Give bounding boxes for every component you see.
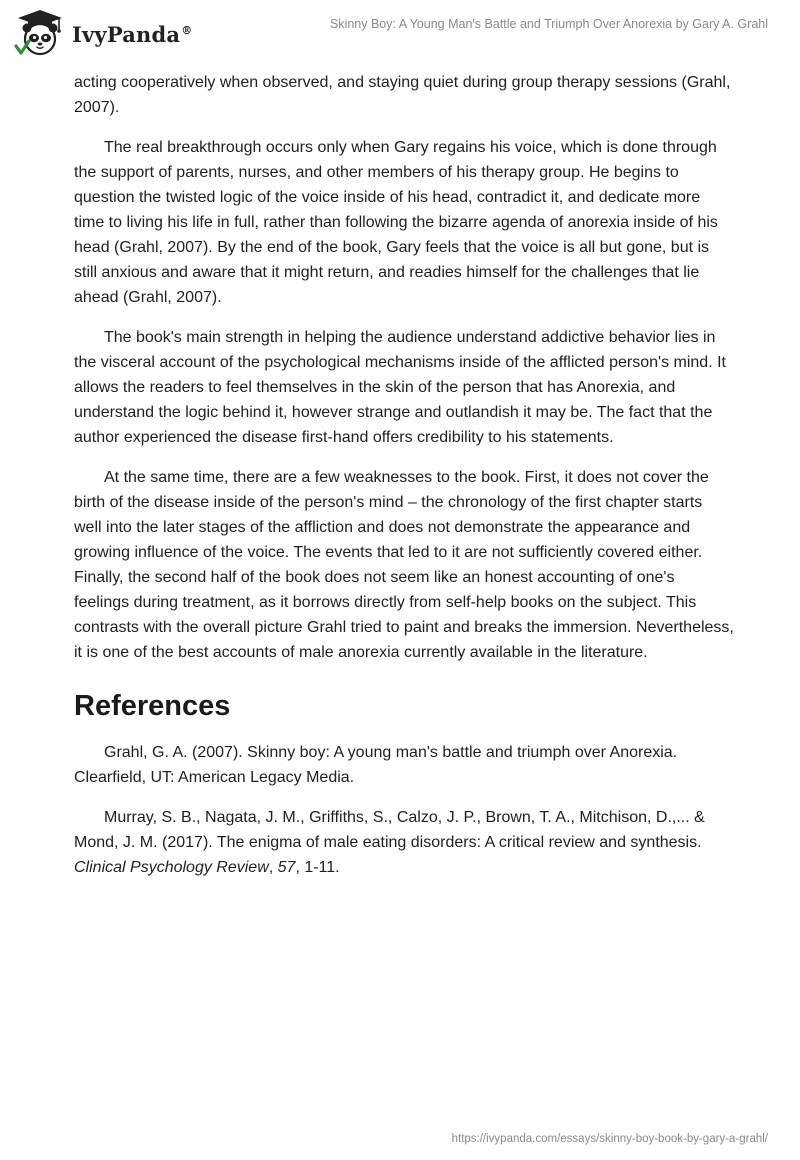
reference-entry [74,805,734,880]
body-paragraph: The book's main strength in helping the audience understand addictive behavior lies in the visceral account of the psychological mechanisms inside of the afflicted person's mind. It allows the readers to feel themselves in the skin of the person that has Anorexia, and understand the logic behind it, however strange and outlandish it may be. The fact that the author experienced the disease first-hand offers credibility to his statements. [74,329,726,446]
page-header [0,0,800,70]
body-paragraph: acting cooperatively when observed, and staying quiet during group therapy sessions (Grahl, 2007). [74,74,731,116]
registered-mark: ® [181,23,193,37]
brand-logo[interactable] [14,8,192,58]
body-paragraph: The real breakthrough occurs only when Gary regains his voice, which is done through the support of parents, nurses, and other members of his therapy group. He begins to question the twisted logic of the voice inside of his head, contradict it, and dedicate more time to living his life in full, rather than following the bizarre agenda of anorexia inside of his head (Grahl, 2007). By the end of the book, Gary feels that the voice is all but gone, but is still anxious and aware that it might return, and readies himself for the challenges that lie ahead (Grahl, 2007). [74,139,718,306]
journal-volume: 57 [277,859,296,876]
essay-content [74,70,734,895]
brand-name: IvyPanda® [72,21,193,47]
body-paragraph: At the same time, there are a few weaknesses to the book. First, it does not cover the birth of the disease inside of the person's mind – the chronology of the first chapter starts well into the later stages of the affliction and does not demonstrate the appearance and growing influence of the voice. The events that led to it are not sufficiently covered either. Finally, the second half of the book does not seem like an honest accounting of one's feelings during treatment, as it borrows directly from self-help books on the subject. This contrasts with the overall picture Grahl tried to paint and breaks the immersion. Nevertheless, it is one of the best accounts of male anorexia currently available in the literature. [74,469,734,661]
document-title: Skinny Boy: A Young Man's Battle and Triumph Over Anorexia by Gary A. Grahl [329,17,768,31]
reference-text: Murray, S. B., Nagata, J. M., Griffiths, S., Calzo, J. P., Brown, T. A., Mitchison, D.,... & Mond, J. M. (2017). The enigma of male eating disorders: A critical review and synthesis. [74,809,705,851]
reference-entry: Grahl, G. A. (2007). Skinny boy: A young man's battle and triumph over Anorexia. Clearfield, UT: American Legacy Media. [74,744,678,786]
reference-separator: , [268,859,278,876]
source-url[interactable]: https://ivypanda.com/essays/skinny-boy-book-by-gary-a-grahl/ [451,1133,768,1145]
references-heading: References [74,690,231,722]
journal-title: Clinical Psychology Review [74,859,269,876]
reference-pages: , 1-11. [295,859,340,876]
panda-graduate-icon [14,8,66,58]
